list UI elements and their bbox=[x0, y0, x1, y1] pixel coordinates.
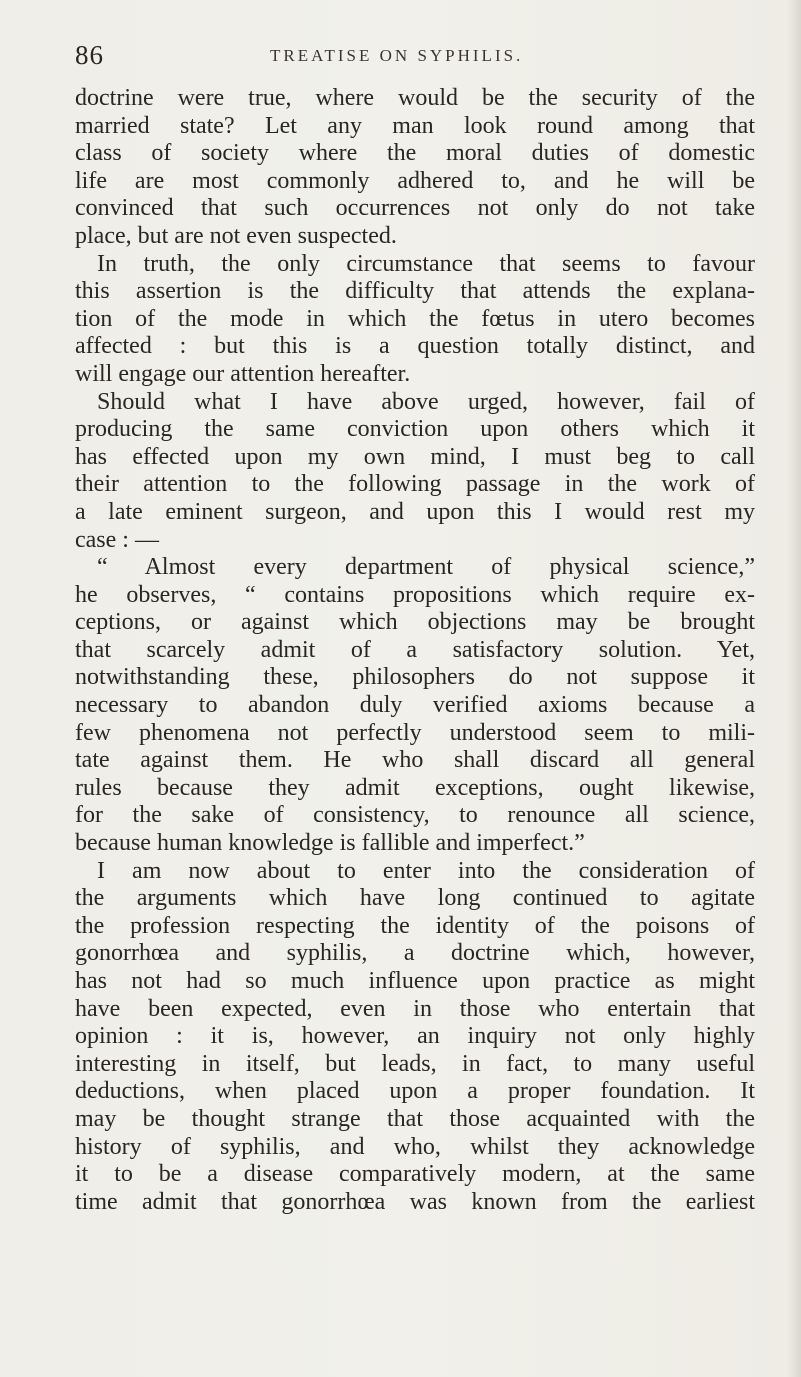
page-number: 86 bbox=[75, 40, 104, 70]
text-line: Should what I have above urged, however, fail of bbox=[97, 388, 755, 415]
text-line: life are most commonly adhered to, and he will be bbox=[75, 167, 755, 194]
text-line: ceptions, or against which objections may be brought bbox=[75, 609, 755, 636]
text-line: “ Almost every department of physical science,” bbox=[97, 554, 755, 581]
text-line: time admit that gonorrhœa was known from the earliest bbox=[75, 1188, 755, 1215]
text-line: that scarcely admit of a satisfactory solution. Yet, bbox=[75, 636, 755, 663]
text-line: rules because they admit exceptions, ought likewise, bbox=[75, 774, 755, 801]
text-line: necessary to abandon duly verified axioms because a bbox=[75, 692, 755, 719]
page-edge-shadow bbox=[787, 0, 801, 1377]
text-line: case : — bbox=[75, 526, 159, 553]
text-line: the arguments which have long continued to agitate bbox=[75, 885, 755, 912]
text-line: doctrine were true, where would be the security of the bbox=[75, 85, 755, 111]
text-line: this assertion is the difficulty that attends the explana- bbox=[75, 278, 755, 305]
text-line: the profession respecting the identity of the poisons of bbox=[75, 912, 755, 939]
body-text bbox=[75, 85, 755, 1216]
text-line: because human knowledge is fallible and imperfect.” bbox=[75, 830, 585, 857]
text-line: class of society where the moral duties of domestic bbox=[75, 140, 755, 167]
page-header bbox=[0, 40, 801, 70]
text-line: he observes, “ contains propositions which require ex- bbox=[75, 581, 755, 608]
text-line: In truth, the only circumstance that seems to favour bbox=[97, 250, 755, 277]
text-line: convinced that such occurrences not only do not take bbox=[75, 195, 755, 222]
text-line: their attention to the following passage in the work of bbox=[75, 471, 755, 498]
text-line: tion of the mode in which the fœtus in utero becomes bbox=[75, 305, 755, 332]
text-line: I am now about to enter into the consideration of bbox=[97, 857, 755, 884]
text-line: opinion : it is, however, an inquiry not only highly bbox=[75, 1023, 755, 1050]
text-line: will engage our attention hereafter. bbox=[75, 360, 411, 387]
text-line: may be thought strange that those acquainted with the bbox=[75, 1105, 755, 1132]
text-line: gonorrhœa and syphilis, a doctrine which, however, bbox=[75, 940, 755, 967]
text-line: married state? Let any man look round among that bbox=[75, 112, 755, 139]
text-line: affected : but this is a question totally distinct, and bbox=[75, 333, 755, 360]
running-head: TREATISE ON SYPHILIS. bbox=[270, 46, 524, 65]
text-line: few phenomena not perfectly understood seem to mili- bbox=[75, 719, 755, 746]
text-line: has effected upon my own mind, I must beg to call bbox=[75, 443, 755, 470]
text-line: interesting in itself, but leads, in fact, to many useful bbox=[75, 1050, 755, 1077]
text-line: a late eminent surgeon, and upon this I would rest my bbox=[75, 498, 755, 525]
text-line: notwithstanding these, philosophers do not suppose it bbox=[75, 664, 755, 691]
text-line: it to be a disease comparatively modern, at the same bbox=[75, 1161, 755, 1188]
text-line: tate against them. He who shall discard all general bbox=[75, 747, 755, 774]
text-line: producing the same conviction upon others which it bbox=[75, 416, 755, 443]
text-line: has not had so much influence upon practice as might bbox=[75, 968, 755, 994]
text-line: have been expected, even in those who entertain that bbox=[75, 995, 755, 1022]
text-line: deductions, when placed upon a proper foundation. It bbox=[75, 1078, 755, 1105]
text-line: for the sake of consistency, to renounce all science, bbox=[75, 802, 755, 829]
text-line: history of syphilis, and who, whilst they acknowledge bbox=[75, 1133, 755, 1160]
text-line: place, but are not even suspected. bbox=[75, 222, 397, 249]
